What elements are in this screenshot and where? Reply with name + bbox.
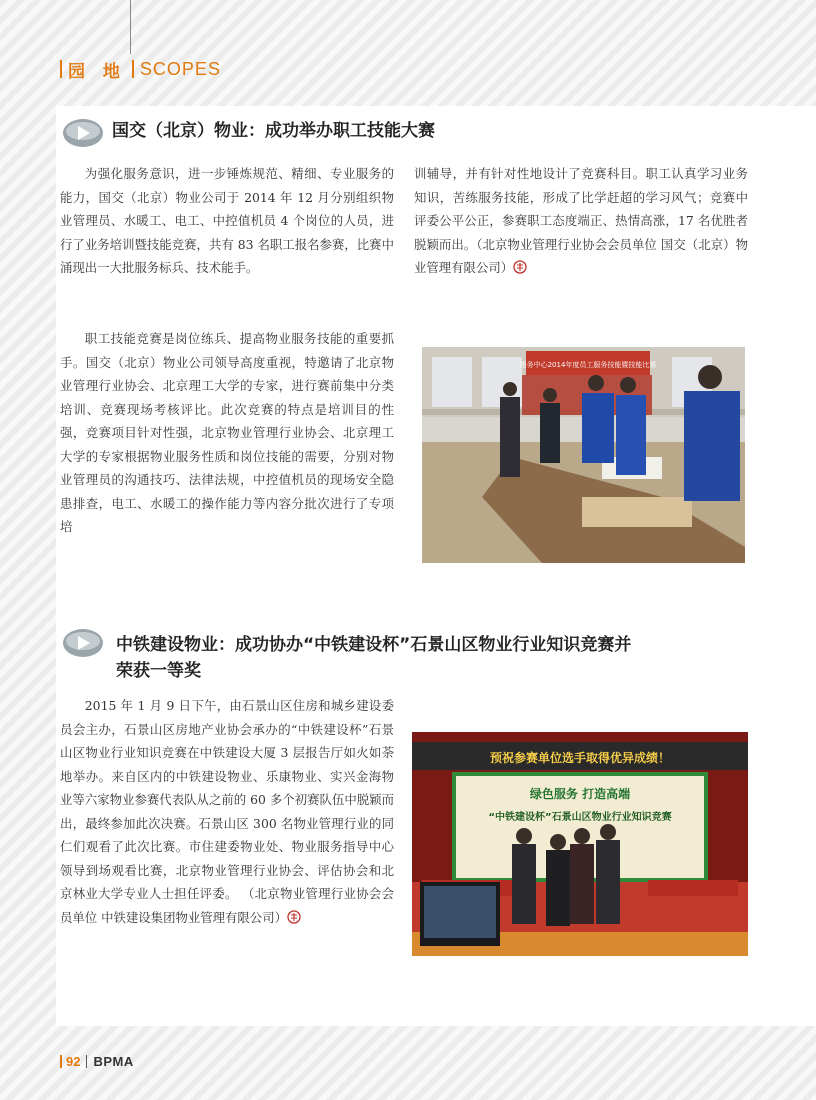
page-number: 92 <box>66 1054 81 1069</box>
photo-slogan-text: 绿色服务 打造高端 <box>529 787 631 801</box>
section-name-cn: 园 地 <box>68 61 126 82</box>
section-name-en: SCOPES <box>139 58 221 79</box>
header-divider <box>132 60 134 78</box>
article1-paragraph-1: 为强化服务意识，进一步锤炼规范、精细、专业服务的能力，国交（北京）物业公司于 2014 年 12 月分别组织物业管理员、水暖工、电工、中控值机员 4 个岗位的人员，进行了业务培训暨技能竞赛，共有 83 名职工报名参赛，比赛中涌现出一大批服务标兵、技术能手。 <box>60 166 394 275</box>
photo-ticker-text: 预祝参赛单位选手取得优异成绩！ <box>489 751 671 765</box>
page-footer <box>60 1054 134 1069</box>
footer-divider <box>86 1055 87 1068</box>
seal-icon <box>287 910 301 924</box>
knowledge-contest-photo <box>412 732 748 956</box>
article2-title <box>116 632 756 684</box>
skills-competition-photo <box>422 347 745 563</box>
header-rule <box>130 0 131 54</box>
article2-paragraph <box>60 694 394 929</box>
footer-bar <box>60 1055 62 1068</box>
footer-brand: BPMA <box>93 1054 134 1069</box>
article1-title: 国交（北京）物业：成功举办职工技能大赛 <box>112 121 435 141</box>
article1-paragraph-3 <box>414 162 748 280</box>
section-header <box>60 58 221 80</box>
play-bullet-icon <box>62 118 104 148</box>
seal-icon <box>513 260 527 274</box>
photo-banner-text: 图务中心2014年度员工服务技能暨技能比赛 <box>519 361 657 369</box>
article1-paragraph-3-text: 训辅导，并有针对性地设计了竞赛科目。职工认真学习业务知识，苦练服务技能，形成了比学赶超的学习风气；竞赛中评委公平公正，参赛职工态度端正、热情高涨，17 名优胜者脱颖而出。（北京物业管理行业协会会员单位 国交（北京）物业管理有限公司） <box>414 166 748 275</box>
play-bullet-icon <box>62 628 104 658</box>
article2-title-line-1: 中铁建设物业：成功协办“中铁建设杯”石景山区物业行业知识竞赛并 <box>116 635 632 655</box>
header-bar <box>60 60 62 78</box>
article2-paragraph-text: 2015 年 1 月 9 日下午，由石景山区住房和城乡建设委员会主办，石景山区房地产业协会承办的“中铁建设杯”石景山区物业行业知识竞赛在中铁建设大厦 3 层报告厅如火如荼地举办。来自区内的中铁建设物业、乐康物业、实兴金海物业等六家物业参赛代表队从之前的 60 多个初赛队伍中脱颖而出，最终参加此次决赛。石景山区 300 名物业管理行业的同仁们观看了此次比赛。市住建委物业处、物业服务指导中心领导到场观看比赛，北京物业管理行业协会、评估协会和北京林业大学专业人士担任评委。 （北京物业管理行业协会会员单位 中铁建设集团物业管理有限公司） <box>60 698 394 925</box>
article2-title-line-2: 荣获一等奖 <box>116 661 201 681</box>
article1-paragraph-2: 职工技能竞赛是岗位练兵、提高物业服务技能的重要抓手。国交（北京）物业公司领导高度重视，特邀请了北京物业管理行业协会、北京理工大学的专家，进行赛前集中分类培训、竞赛现场考核评比。此次竞赛的特点是培训目的性强，竞赛项目针对性强，北京物业管理行业协会、北京理工大学的专家根据物业服务性质和岗位技能的需要，分别对物业管理员的沟通技巧、法律法规，中控值机员的现场安全隐患排查，电工、水暖工的操作能力等内容分批次进行了专项培 <box>60 331 394 534</box>
photo-headline-text: “中铁建设杯”石景山区物业行业知识竞赛 <box>488 812 672 823</box>
